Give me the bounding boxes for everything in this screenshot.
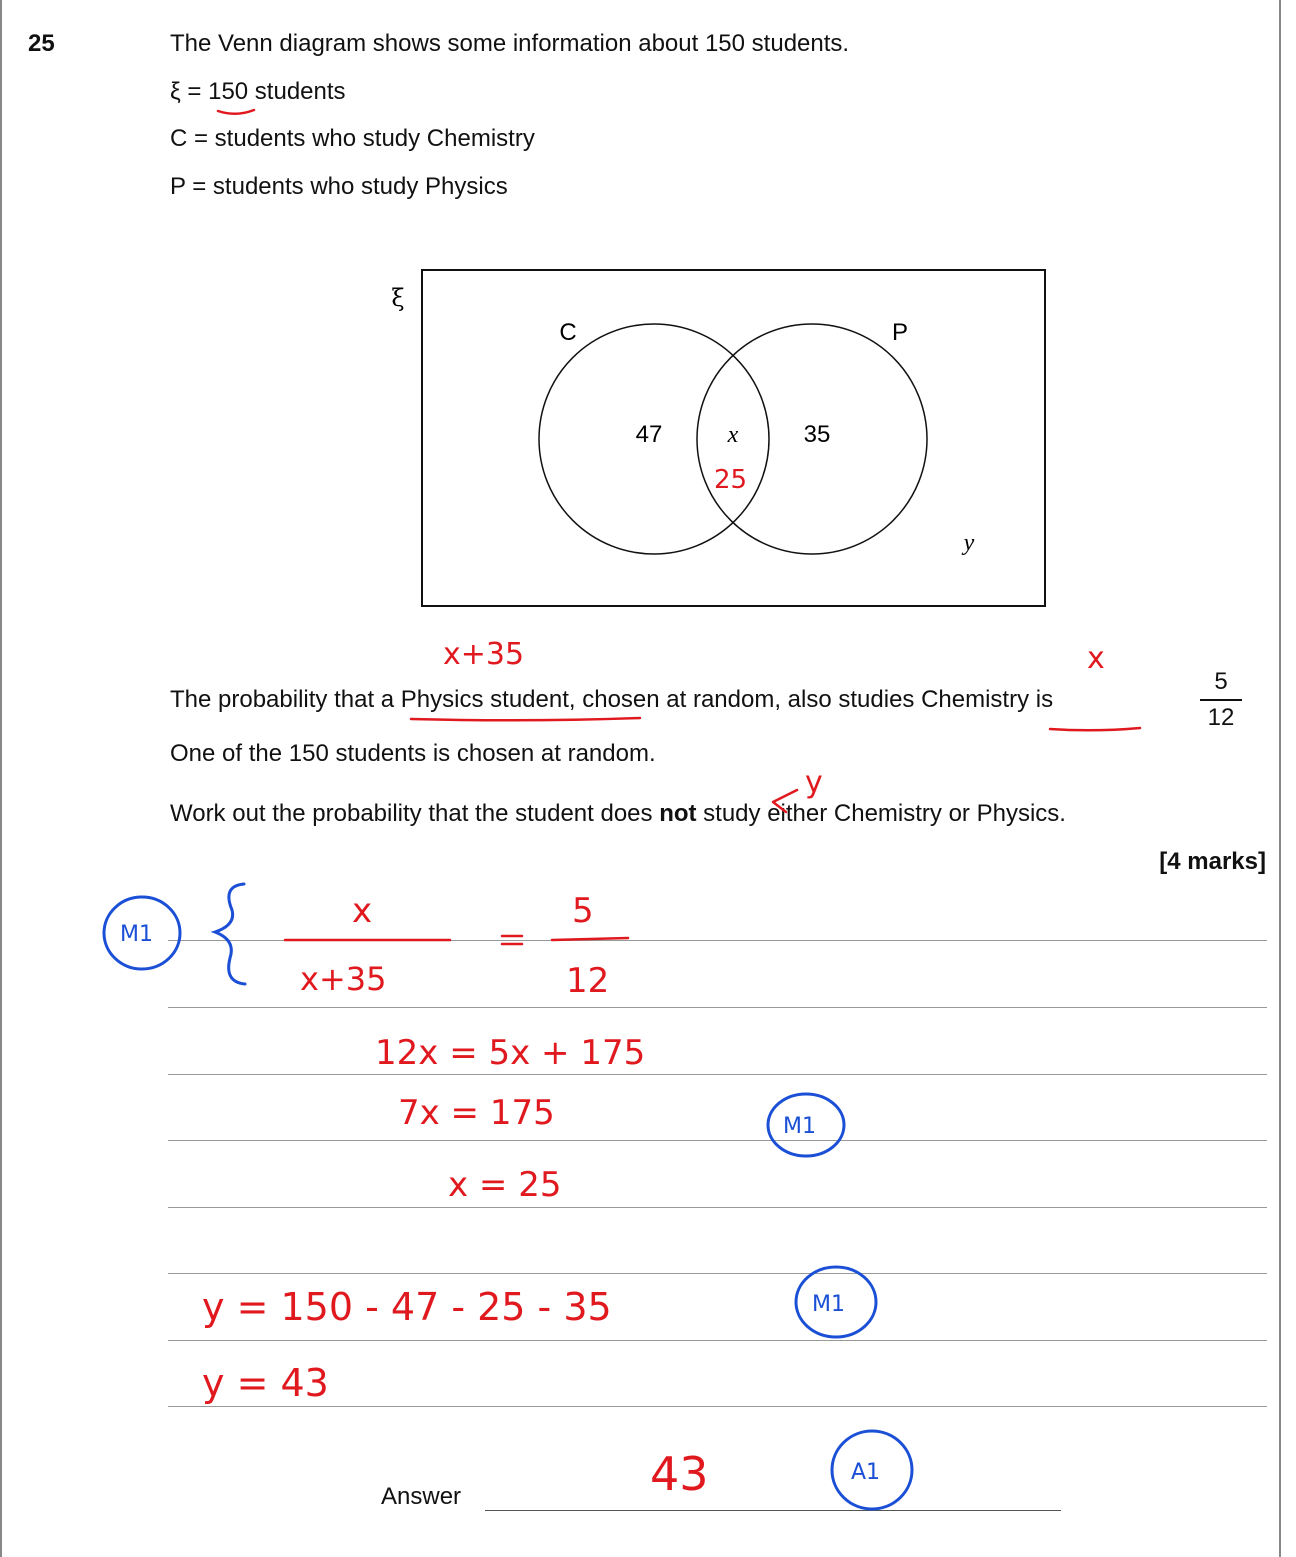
- hw-step3: x = 25: [448, 1165, 562, 1205]
- universal-set-definition: ξ = 150 students: [170, 78, 346, 105]
- underline-physics-student: [411, 718, 640, 720]
- task-text-bold: not: [659, 800, 697, 827]
- set-c-definition: C = students who study Chemistry: [170, 125, 535, 152]
- task-statement: [170, 800, 1066, 828]
- hw-answer: 43: [650, 1447, 709, 1501]
- marks-label: [4 marks]: [1159, 848, 1266, 875]
- hw-annotation-numerator: x: [1087, 641, 1105, 676]
- hw-step4: y = 150 - 47 - 25 - 35: [202, 1285, 612, 1329]
- venn-label-c: C: [559, 319, 577, 346]
- probability-statement: The probability that a Physics student, chosen at random, also studies Chemistry is: [170, 686, 1054, 713]
- mark-m1-c: M1: [812, 1292, 845, 1317]
- hw-step1: 12x = 5x + 175: [375, 1033, 646, 1073]
- probability-fraction: [1198, 668, 1244, 732]
- hw-eq1-rhs-numerator: 5: [572, 891, 594, 931]
- working-line: [168, 1207, 1267, 1208]
- task-text-end: study either Chemistry or Physics.: [696, 800, 1066, 827]
- fraction-denominator: 12: [1207, 704, 1235, 731]
- venn-only-p-value: 35: [803, 421, 831, 448]
- hw-intersection-value: 25: [714, 465, 748, 495]
- mark-circle-m1-a: [104, 897, 180, 969]
- answer-label: Answer: [381, 1483, 462, 1510]
- hw-annotation-y: y: [805, 765, 823, 800]
- brace-icon: [215, 884, 245, 984]
- mark-a1: A1: [851, 1460, 881, 1485]
- fraction-bar: [1200, 699, 1242, 701]
- task-text-start: Work out the probability that the student does: [170, 800, 660, 827]
- hw-step2: 7x = 175: [398, 1093, 555, 1133]
- question-intro: The Venn diagram shows some information about 150 students.: [170, 30, 850, 57]
- underline-chemistry: [1050, 728, 1140, 730]
- hw-step5: y = 43: [202, 1361, 329, 1405]
- working-line: [168, 1273, 1267, 1274]
- hw-eq1-rhs-denominator: 12: [566, 961, 610, 1001]
- working-line: [168, 1007, 1267, 1008]
- mark-m1-b: M1: [783, 1114, 816, 1139]
- set-p-definition: P = students who study Physics: [170, 173, 508, 200]
- question-number: 25: [28, 30, 55, 57]
- mark-circle-a1: [832, 1431, 912, 1509]
- working-line: [168, 1406, 1267, 1407]
- mark-m1-a: M1: [120, 922, 153, 947]
- hw-annotation-denominator: x+35: [443, 637, 525, 672]
- working-line: [168, 1340, 1267, 1341]
- mark-circle-m1-c: [796, 1267, 876, 1337]
- hw-eq1-denominator: x+35: [300, 960, 387, 998]
- answer-line[interactable]: [485, 1510, 1061, 1511]
- working-line: [168, 1074, 1267, 1075]
- venn-universal-symbol: ξ: [391, 284, 405, 312]
- venn-outside-value: y: [963, 530, 975, 556]
- venn-only-c-value: 47: [635, 421, 663, 448]
- venn-label-p: P: [891, 319, 909, 346]
- selection-statement: One of the 150 students is chosen at random.: [170, 740, 656, 767]
- mark-circle-m1-b: [768, 1094, 844, 1156]
- venn-intersection-value: x: [727, 422, 739, 448]
- working-line: [168, 1140, 1267, 1141]
- hw-eq1-numerator: x: [352, 891, 373, 931]
- fraction-numerator: 5: [1214, 668, 1228, 695]
- working-line: [168, 940, 1267, 941]
- venn-diagram: [0, 0, 1296, 620]
